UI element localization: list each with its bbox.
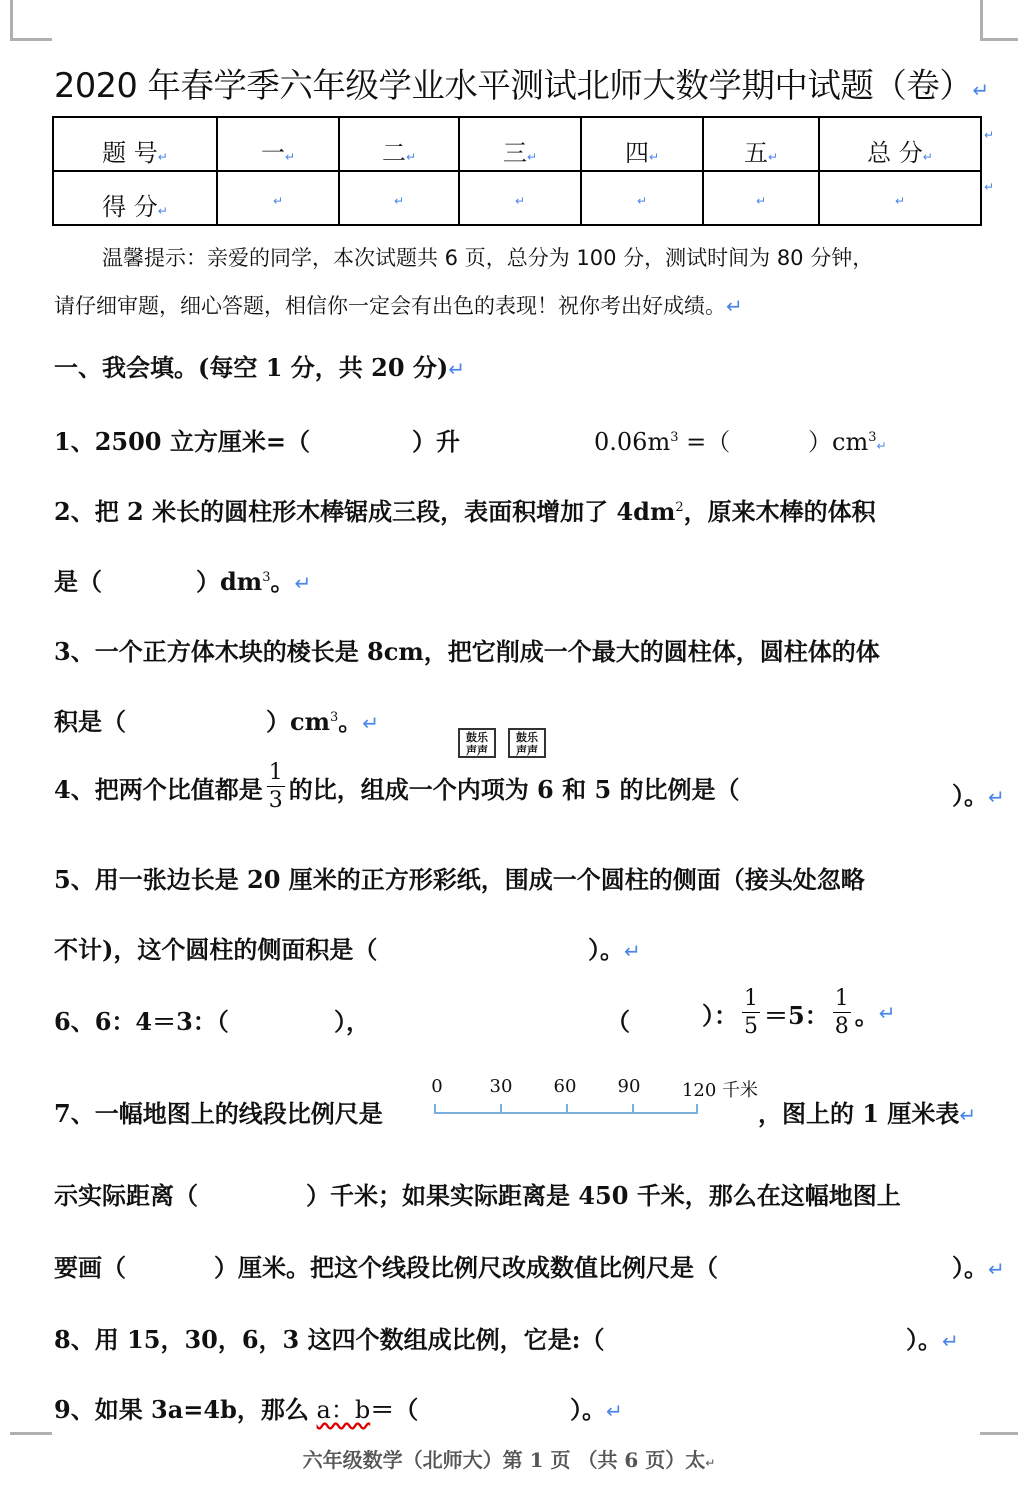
row-label-cell: 得 分↵	[53, 171, 217, 225]
corner-mark-top-left	[10, 0, 13, 40]
tip-line-2: 请仔细审题，细心答题，相信你一定会有出色的表现！祝你考出好成绩。↵	[54, 294, 743, 318]
score-cell: ↵	[339, 171, 459, 225]
question-7-line-2: 示实际距离（	[54, 1181, 198, 1210]
tip-line-1: 温馨提示：亲爱的同学，本次试题共 6 页，总分为 100 分，测试时间为 80 分钟，	[102, 246, 874, 270]
header-cell: 四↵	[581, 117, 703, 171]
scale-label: 30	[489, 1076, 513, 1097]
score-cell: ↵	[703, 171, 819, 225]
scale-tick	[696, 1104, 698, 1114]
question-7-line-3: 要画（	[54, 1253, 126, 1282]
header-cell: 三↵	[459, 117, 581, 171]
question-3-line-2: 积是（	[54, 707, 126, 736]
scale-tick	[500, 1104, 502, 1114]
score-table	[52, 116, 982, 226]
fraction-one-fifth: $\frac{1}{5}$	[744, 986, 758, 1039]
score-cell: ↵	[581, 171, 703, 225]
page-title	[54, 58, 1014, 107]
question-1-part-b: $0.06m^3$ =（	[594, 428, 731, 456]
score-table-score-row	[53, 171, 981, 225]
header-cell: 总 分↵	[819, 117, 981, 171]
question-2-line-1: 2、把 2 米长的圆柱形木棒锯成三段，表面积增加了 $4dm^2$，原来木棒的体积	[54, 497, 876, 526]
score-cell: ↵	[819, 171, 981, 225]
header-cell: 题 号↵	[53, 117, 217, 171]
question-4-end: ）。↵	[952, 781, 1005, 810]
section-heading: 一、我会填。(每空 1 分，共 20 分)↵	[54, 353, 465, 382]
question-7-line-1: 7、一幅地图上的线段比例尺是	[54, 1099, 383, 1128]
header-cell: 二↵	[339, 117, 459, 171]
corner-mark-bottom-left	[10, 1432, 52, 1435]
line-scale-bar	[430, 1076, 760, 1122]
score-table-header-row	[53, 117, 981, 171]
scale-label: 0	[431, 1076, 443, 1097]
fraction-one-eighth: $\frac{1}{8}$	[834, 986, 849, 1039]
question-6-a: 6、6：4＝3：（	[54, 1007, 229, 1036]
question-6-b: ）： $\frac{1}{5}$ ＝5： $\frac{1}{8}$ 。 ↵	[702, 986, 896, 1039]
question-9-end: ）。↵	[570, 1395, 623, 1424]
corner-mark-top-left-h	[10, 38, 52, 41]
scale-label: 120 千米	[681, 1080, 759, 1101]
scale-label: 90	[617, 1076, 641, 1097]
score-cell: ↵	[217, 171, 339, 225]
header-cell: 五↵	[703, 117, 819, 171]
question-6-b-open: （	[606, 1007, 630, 1036]
question-7-line-2-end: ）千米；如果实际距离是 450 千米，那么在这幅地图上	[306, 1181, 901, 1210]
drum-stamp-icon: 鼓乐 声声	[458, 728, 496, 758]
question-7-line-3-end: ）。↵	[952, 1253, 1005, 1282]
question-1: 1、2500 立方厘米=（	[54, 427, 310, 456]
question-6-a-end: ），	[334, 1007, 370, 1036]
score-cell: ↵	[459, 171, 581, 225]
scale-tick	[434, 1104, 436, 1114]
question-2-line-2: 是（	[54, 567, 102, 596]
corner-mark-top-right	[980, 0, 983, 40]
table-row-mark-icon: ↵	[984, 180, 995, 194]
question-7-line-3-mid: ）厘米。把这个线段比例尺改成数值比例尺是（	[214, 1253, 718, 1282]
question-3-line-1: 3、一个正方体木块的棱长是 8cm，把它削成一个最大的圆柱体，圆柱体的体	[54, 637, 880, 666]
question-1-unit-a: ）升	[412, 427, 460, 456]
header-cell: 一↵	[217, 117, 339, 171]
scale-tick	[566, 1104, 568, 1114]
scale-label: 60	[553, 1076, 577, 1097]
fraction-one-third: $\frac{1}{3}$	[268, 760, 283, 813]
question-5-line-2-end: ）。↵	[588, 935, 641, 964]
corner-mark-top-right-h	[980, 38, 1018, 41]
question-1-unit-b: ）$cm^3↵$	[808, 428, 887, 456]
question-5-line-2: 不计)，这个圆柱的侧面积是（	[54, 935, 378, 964]
table-row-mark-icon: ↵	[984, 128, 995, 142]
title-text: 2020 年春学季六年级学业水平测试北师大数学期中试题（卷）	[54, 66, 973, 105]
question-4: 4、把两个比值都是 $\frac{1}{3}$ 的比，组成一个内项为 6 和 5 的比例是（	[54, 760, 740, 813]
question-2-line-2-end: ）$dm^3$。↵	[196, 567, 312, 596]
scale-tick	[632, 1104, 634, 1114]
question-7-line-1-end: ，图上的 1 厘米表↵	[758, 1099, 977, 1128]
drum-stamp-icon: 鼓乐 声声	[508, 728, 546, 758]
question-3-line-2-end: ）$cm^3$。↵	[266, 707, 380, 736]
corner-mark-bottom-right	[980, 1432, 1018, 1435]
question-8-end: ）。↵	[906, 1325, 959, 1354]
question-8: 8、用 15，30，6，3 这四个数组成比例，它是:（	[54, 1325, 605, 1354]
spellcheck-underlined-ratio: a：b	[316, 1396, 371, 1424]
question-5-line-1: 5、用一张边长是 20 厘米的正方形彩纸，围成一个圆柱的侧面（接头处忽略	[54, 865, 865, 894]
page-footer: 六年级数学（北师大）第 1 页 （共 6 页）太↵	[302, 1448, 716, 1472]
question-9: 9、如果 3a=4b，那么 a：b＝（	[54, 1395, 419, 1424]
paragraph-mark-icon: ↵	[972, 78, 989, 102]
